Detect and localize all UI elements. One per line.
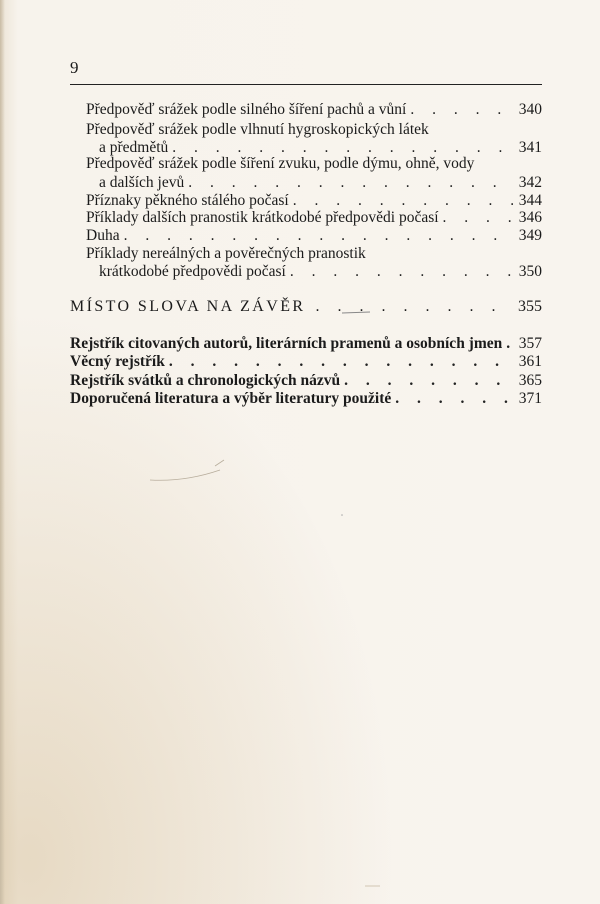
page-number: 9 <box>70 58 79 77</box>
toc-entry-title-continued: a předmětů <box>99 139 169 156</box>
index-title: Doporučená literatura a výběr literatury použité <box>70 390 392 407</box>
toc-entry-page: 341 <box>518 139 542 156</box>
leader-dots <box>124 226 513 245</box>
toc-index-entry <box>70 352 542 371</box>
toc-section-heading <box>70 298 542 316</box>
toc-entry-page: 350 <box>518 263 542 280</box>
toc-entry <box>86 226 542 245</box>
section-title: MÍSTO SLOVA NA ZÁVĚR <box>70 298 306 315</box>
toc-index-entry <box>70 371 542 390</box>
leader-dots <box>395 389 512 408</box>
index-title: Věcný rejstřík <box>70 353 165 370</box>
leader-dots <box>506 334 514 353</box>
toc-entry <box>86 100 542 119</box>
index-page: 371 <box>518 390 542 407</box>
leader-dots <box>169 352 513 371</box>
index-page: 361 <box>518 353 542 370</box>
toc-entry-page: 340 <box>518 101 542 118</box>
leader-dots <box>344 371 513 390</box>
index-page: 357 <box>518 335 542 352</box>
toc-entry-title-continued: krátkodobé předpovědi počasí <box>99 263 286 280</box>
section-page: 355 <box>518 298 542 315</box>
toc-entry <box>99 262 542 281</box>
toc-entry-title: Příznaky pěkného stálého počasí <box>86 192 289 209</box>
toc-entry-page: 344 <box>518 192 542 209</box>
toc-entry-title-line: Příklady nereálných a pověrečných pranostik <box>86 245 366 262</box>
leader-dots <box>315 298 512 316</box>
toc-entry-title-line: Předpověď srážek podle šíření zvuku, podle dýmu, ohně, vody <box>86 155 475 172</box>
toc-entry-title-continued: a dalších jevů <box>99 174 185 191</box>
toc-entry-page: 346 <box>518 209 542 226</box>
toc-entry <box>86 208 542 227</box>
toc-entry-title: Příklady dalších pranostik krátkodobé předpovědi počasí <box>86 209 439 226</box>
toc-entry-page: 349 <box>518 227 542 244</box>
toc-index-entry <box>70 389 542 408</box>
toc-entry-title: Duha <box>86 227 120 244</box>
page-binding-shadow <box>0 0 5 904</box>
toc-entry <box>99 173 542 192</box>
toc-entry-title: Předpověď srážek podle silného šíření pachů a vůní <box>86 101 407 118</box>
leader-dots <box>290 262 513 281</box>
leader-dots <box>188 173 513 192</box>
index-title: Rejstřík svátků a chronologických názvů <box>70 372 341 389</box>
leader-dots <box>443 208 513 227</box>
index-title: Rejstřík citovaných autorů, literárních pramenů a osobních jmen <box>70 335 503 352</box>
header-rule <box>70 84 542 85</box>
toc-entry-title-line: Předpověď srážek podle vlhnutí hygroskopických látek <box>86 121 429 138</box>
toc-entry-page: 342 <box>518 174 542 191</box>
leader-dots <box>410 100 512 119</box>
index-page: 365 <box>518 372 542 389</box>
toc-index-entry <box>70 334 542 353</box>
